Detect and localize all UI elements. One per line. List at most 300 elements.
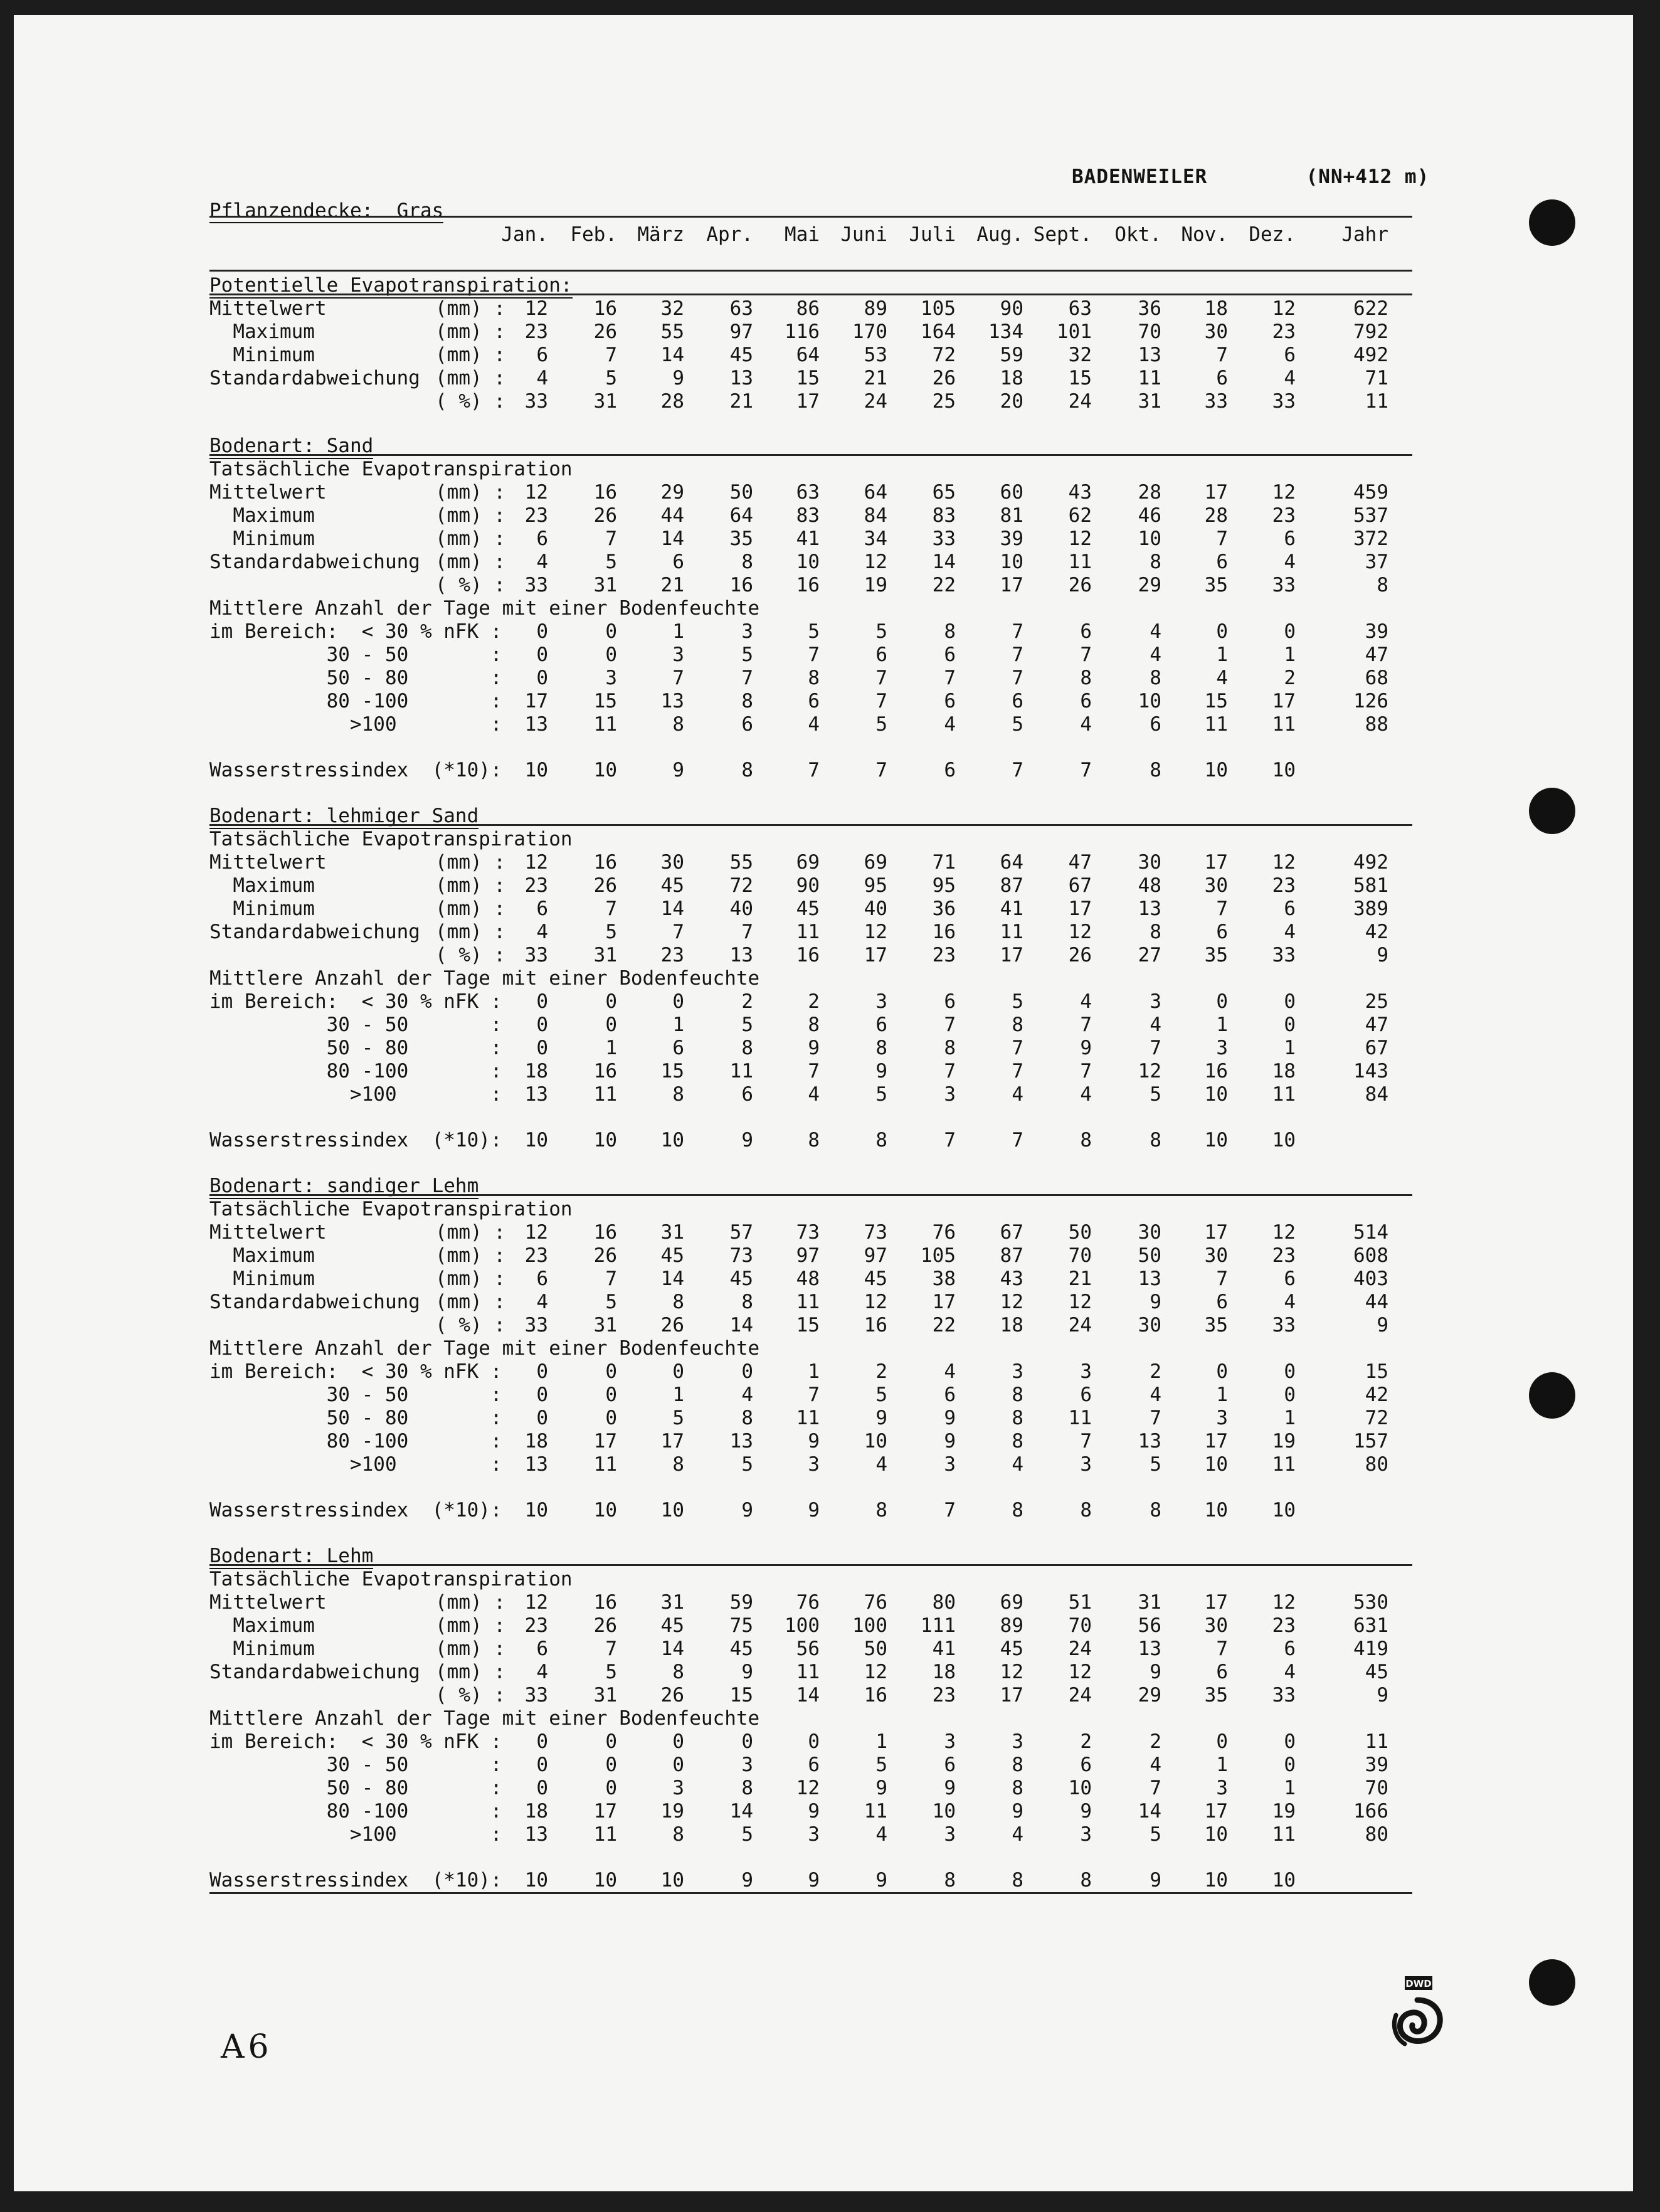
section-title-text: Potentielle Evapotranspiration: [209, 274, 573, 299]
table-cell: 459 [1353, 481, 1388, 504]
table-cell: 17 [660, 1430, 684, 1453]
table-cell: 12 [864, 1291, 887, 1313]
table-cell: 7 [1012, 643, 1023, 666]
row-unit: (mm) : [435, 481, 505, 504]
table-cell: 6 [1284, 1267, 1296, 1290]
table-cell: 9 [944, 1407, 956, 1429]
table-cell: 30 [1138, 851, 1161, 874]
table-cell: 0 [672, 1754, 684, 1776]
table-cell: 12 [1068, 1291, 1092, 1313]
table-cell: 14 [932, 551, 956, 573]
table-cell: 30 [1204, 320, 1228, 343]
table-cell: 2 [1150, 1360, 1161, 1383]
table-cell: 75 [729, 1614, 753, 1637]
table-cell: 7 [1080, 643, 1092, 666]
table-cell: 1 [672, 1384, 684, 1406]
table-cell: 2 [741, 990, 753, 1013]
dwd-logo-text: DWD [1405, 1978, 1432, 1989]
table-cell: 0 [536, 1360, 548, 1383]
table-cell: 7 [1150, 1037, 1161, 1059]
table-cell: 33 [524, 574, 548, 596]
table-cell: 7 [605, 527, 617, 550]
table-cell: 11 [796, 1407, 820, 1429]
table-cell: 8 [741, 1777, 753, 1799]
table-cell: 44 [660, 504, 684, 527]
table-cell: 23 [524, 1244, 548, 1267]
table-cell: 17 [864, 944, 887, 966]
table-cell: 5 [875, 1384, 887, 1406]
table-cell: 5 [741, 643, 753, 666]
table-cell: 30 [1138, 1221, 1161, 1244]
table-cell: 16 [932, 921, 956, 943]
table-cell: 3 [1216, 1777, 1228, 1799]
table-cell: 15 [660, 1060, 684, 1082]
table-cell: 16 [593, 1591, 617, 1614]
table-cell: 164 [921, 320, 956, 343]
table-cell: 31 [593, 1314, 617, 1336]
table-row [209, 390, 1414, 413]
table-cell: 72 [729, 874, 753, 897]
document-page [14, 15, 1633, 2191]
row-label: Maximum [209, 320, 315, 343]
table-cell: 7 [605, 897, 617, 920]
table-cell: 55 [660, 320, 684, 343]
table-cell: 41 [932, 1638, 956, 1660]
table-cell: 33 [524, 1314, 548, 1336]
table-cell: 31 [593, 574, 617, 596]
table-cell: 18 [1272, 1060, 1296, 1082]
table-cell: 1 [1284, 643, 1296, 666]
table-cell: 7 [808, 1384, 820, 1406]
table-cell: 8 [1012, 1869, 1023, 1892]
table-cell: 9 [1377, 944, 1388, 966]
table-cell: 17 [1204, 1591, 1228, 1614]
table-cell: 6 [1216, 1291, 1228, 1313]
row-label: Mittelwert [209, 851, 327, 874]
row-unit: (mm) : [435, 1267, 505, 1290]
moisture-range-label: 30 - 50 : [209, 1013, 502, 1036]
table-cell: 9 [808, 1037, 820, 1059]
table-cell: 10 [1272, 1129, 1296, 1151]
table-cell: 80 [932, 1591, 956, 1614]
table-cell: 3 [808, 1823, 820, 1846]
table-cell: 8 [1012, 1430, 1023, 1453]
table-cell: 7 [1012, 1129, 1023, 1151]
row-unit: (mm) : [435, 320, 505, 343]
table-cell: 13 [524, 713, 548, 736]
table-cell: 11 [1272, 713, 1296, 736]
table-cell: 5 [875, 713, 887, 736]
table-cell: 8 [672, 713, 684, 736]
table-cell: 6 [1080, 620, 1092, 643]
moisture-range-label: 50 - 80 : [209, 1777, 502, 1799]
table-cell: 12 [796, 1777, 820, 1799]
table-cell: 4 [808, 1083, 820, 1106]
table-cell: 41 [796, 527, 820, 550]
table-cell: 4 [808, 713, 820, 736]
table-cell: 34 [864, 527, 887, 550]
table-cell: 14 [796, 1684, 820, 1707]
table-cell: 42 [1365, 921, 1388, 943]
table-cell: 23 [1272, 320, 1296, 343]
table-cell: 3 [875, 990, 887, 1013]
table-cell: 10 [660, 1129, 684, 1151]
table-cell: 30 [1138, 1314, 1161, 1336]
table-cell: 8 [944, 1037, 956, 1059]
table-cell: 0 [741, 1360, 753, 1383]
table-cell: 0 [672, 1360, 684, 1383]
table-cell: 631 [1353, 1614, 1388, 1637]
table-cell: 1 [1216, 1754, 1228, 1776]
table-cell: 10 [1204, 1083, 1228, 1106]
table-cell: 403 [1353, 1267, 1388, 1290]
table-cell: 100 [785, 1614, 820, 1637]
punch-hole [1529, 199, 1575, 246]
table-cell: 71 [932, 851, 956, 874]
horizontal-rule [209, 454, 1412, 456]
table-cell: 7 [1012, 620, 1023, 643]
table-cell: 608 [1353, 1244, 1388, 1267]
table-cell: 10 [593, 759, 617, 781]
table-cell: 3 [944, 1453, 956, 1476]
table-cell: 9 [875, 1060, 887, 1082]
table-cell: 12 [1000, 1291, 1023, 1313]
table-cell: 60 [1000, 481, 1023, 504]
table-cell: 12 [864, 921, 887, 943]
table-cell: 12 [1068, 921, 1092, 943]
table-cell: 2 [1284, 667, 1296, 689]
table-cell: 6 [1216, 551, 1228, 573]
moisture-row [209, 620, 1414, 643]
horizontal-rule [209, 1892, 1412, 1894]
stress-index-label: Wasserstressindex (*10): [209, 759, 502, 781]
stress-index-row [209, 1869, 1414, 1892]
table-cell: 4 [741, 1384, 753, 1406]
table-cell: 26 [593, 874, 617, 897]
table-cell: 19 [1272, 1430, 1296, 1453]
table-cell: 0 [605, 1407, 617, 1429]
table-cell: 5 [605, 367, 617, 389]
table-cell: 7 [1080, 1430, 1092, 1453]
table-cell: 0 [1216, 1360, 1228, 1383]
table-cell: 26 [593, 320, 617, 343]
table-cell: 10 [1272, 1869, 1296, 1892]
days-title: Mittlere Anzahl der Tage mit einer Bodenfeuchte [209, 1337, 760, 1360]
table-cell: 30 [1204, 874, 1228, 897]
table-cell: 11 [729, 1060, 753, 1082]
moisture-range-label: im Bereich: < 30 % nFK : [209, 620, 502, 643]
table-cell: 101 [1057, 320, 1092, 343]
table-cell: 72 [1365, 1407, 1388, 1429]
table-cell: 28 [1204, 504, 1228, 527]
table-row [209, 504, 1414, 527]
table-cell: 8 [1150, 667, 1161, 689]
table-cell: 32 [660, 297, 684, 320]
table-cell: 10 [1204, 1453, 1228, 1476]
column-header: Jahr [1341, 223, 1388, 246]
stress-index-label: Wasserstressindex (*10): [209, 1129, 502, 1151]
table-cell: 0 [605, 1360, 617, 1383]
table-cell: 26 [932, 367, 956, 389]
table-row [209, 851, 1414, 874]
cover-line [209, 199, 443, 223]
table-cell: 56 [1138, 1614, 1161, 1637]
table-cell: 23 [1272, 874, 1296, 897]
table-cell: 5 [605, 1291, 617, 1313]
table-cell: 25 [932, 390, 956, 413]
table-cell: 59 [729, 1591, 753, 1614]
table-cell: 13 [524, 1823, 548, 1846]
row-unit: ( %) : [435, 944, 505, 966]
table-cell: 33 [524, 1684, 548, 1707]
table-cell: 23 [524, 320, 548, 343]
table-cell: 0 [536, 1777, 548, 1799]
table-cell: 16 [796, 574, 820, 596]
table-cell: 4 [1150, 1384, 1161, 1406]
table-cell: 7 [1080, 759, 1092, 781]
table-cell: 9 [1150, 1291, 1161, 1313]
table-row [209, 1244, 1414, 1267]
table-cell: 134 [988, 320, 1023, 343]
table-cell: 7 [875, 759, 887, 781]
table-cell: 29 [660, 481, 684, 504]
table-cell: 4 [1150, 620, 1161, 643]
table-cell: 16 [729, 574, 753, 596]
moisture-row [209, 1730, 1414, 1754]
table-cell: 5 [1150, 1453, 1161, 1476]
table-cell: 11 [1272, 1083, 1296, 1106]
table-cell: 45 [729, 1638, 753, 1660]
column-header: Dez. [1249, 223, 1296, 246]
table-cell: 17 [1204, 1430, 1228, 1453]
table-cell: 31 [660, 1221, 684, 1244]
table-cell: 3 [672, 1777, 684, 1799]
soil-title-text: Bodenart: sandiger Lehm [209, 1175, 478, 1199]
column-header: Jan. [501, 223, 548, 246]
table-cell: 32 [1068, 344, 1092, 366]
days-title: Mittlere Anzahl der Tage mit einer Bodenfeuchte [209, 597, 760, 620]
table-cell: 8 [741, 690, 753, 712]
row-unit: (mm) : [435, 367, 505, 389]
table-cell: 50 [1068, 1221, 1092, 1244]
table-cell: 4 [1216, 667, 1228, 689]
table-cell: 10 [524, 1869, 548, 1892]
table-cell: 31 [593, 1684, 617, 1707]
table-cell: 8 [1080, 1129, 1092, 1151]
table-row [209, 367, 1414, 390]
row-unit: (mm) : [435, 1661, 505, 1683]
table-cell: 16 [864, 1684, 887, 1707]
column-header: Aug. [976, 223, 1023, 246]
table-cell: 10 [1204, 1823, 1228, 1846]
horizontal-rule [209, 294, 1412, 295]
table-cell: 39 [1365, 1754, 1388, 1776]
table-cell: 73 [864, 1221, 887, 1244]
table-cell: 57 [729, 1221, 753, 1244]
table-cell: 68 [1365, 667, 1388, 689]
table-cell: 39 [1000, 527, 1023, 550]
table-cell: 10 [593, 1129, 617, 1151]
table-cell: 11 [1204, 713, 1228, 736]
table-cell: 7 [672, 921, 684, 943]
table-cell: 1 [875, 1730, 887, 1753]
table-cell: 31 [1138, 390, 1161, 413]
table-cell: 105 [921, 297, 956, 320]
horizontal-rule [209, 824, 1412, 826]
table-cell: 143 [1353, 1060, 1388, 1082]
table-cell: 45 [729, 1267, 753, 1290]
table-cell: 6 [536, 527, 548, 550]
table-cell: 10 [1204, 1499, 1228, 1521]
moisture-row [209, 1360, 1414, 1384]
table-cell: 31 [593, 944, 617, 966]
table-cell: 8 [944, 620, 956, 643]
table-cell: 0 [536, 1407, 548, 1429]
table-cell: 14 [660, 897, 684, 920]
table-cell: 25 [1365, 990, 1388, 1013]
table-cell: 46 [1138, 504, 1161, 527]
table-cell: 10 [593, 1869, 617, 1892]
table-cell: 0 [1216, 990, 1228, 1013]
table-cell: 6 [1080, 690, 1092, 712]
table-cell: 36 [932, 897, 956, 920]
table-cell: 26 [593, 1614, 617, 1637]
table-cell: 30 [1204, 1614, 1228, 1637]
table-cell: 26 [660, 1314, 684, 1336]
table-cell: 3 [944, 1730, 956, 1753]
table-cell: 38 [932, 1267, 956, 1290]
table-cell: 7 [808, 759, 820, 781]
table-cell: 0 [808, 1730, 820, 1753]
table-cell: 7 [1012, 667, 1023, 689]
table-cell: 170 [852, 320, 887, 343]
table-cell: 23 [524, 874, 548, 897]
table-cell: 89 [864, 297, 887, 320]
table-cell: 81 [1000, 504, 1023, 527]
row-unit: (mm) : [435, 1221, 505, 1244]
table-cell: 9 [808, 1800, 820, 1823]
table-cell: 9 [672, 367, 684, 389]
table-cell: 0 [605, 990, 617, 1013]
table-cell: 166 [1353, 1800, 1388, 1823]
table-cell: 1 [672, 620, 684, 643]
table-cell: 50 [729, 481, 753, 504]
row-unit: (mm) : [435, 897, 505, 920]
table-cell: 90 [1000, 297, 1023, 320]
table-cell: 11 [593, 1083, 617, 1106]
table-cell: 12 [1000, 1661, 1023, 1683]
table-cell: 6 [1284, 1638, 1296, 1660]
table-cell: 7 [1012, 759, 1023, 781]
row-label: Minimum [209, 1638, 315, 1660]
table-cell: 48 [796, 1267, 820, 1290]
table-cell: 39 [1365, 620, 1388, 643]
table-cell: 0 [672, 990, 684, 1013]
table-cell: 4 [1284, 367, 1296, 389]
table-cell: 7 [1080, 1060, 1092, 1082]
table-cell: 7 [1080, 1013, 1092, 1036]
table-row [209, 1638, 1414, 1661]
table-cell: 11 [593, 1823, 617, 1846]
table-cell: 20 [1000, 390, 1023, 413]
row-label: Mittelwert [209, 1221, 327, 1244]
table-cell: 30 [660, 851, 684, 874]
table-cell: 12 [1272, 851, 1296, 874]
table-cell: 47 [1365, 1013, 1388, 1036]
table-cell: 1 [672, 1013, 684, 1036]
table-cell: 9 [808, 1499, 820, 1521]
table-cell: 9 [741, 1869, 753, 1892]
moisture-row [209, 1777, 1414, 1800]
moisture-range-label: 30 - 50 : [209, 1384, 502, 1406]
table-cell: 4 [1150, 1754, 1161, 1776]
table-cell: 84 [864, 504, 887, 527]
row-unit: (mm) : [435, 1244, 505, 1267]
table-row [209, 574, 1414, 597]
table-cell: 4 [536, 1291, 548, 1313]
table-row [209, 1661, 1414, 1684]
punch-hole [1529, 1959, 1575, 2006]
table-cell: 13 [1138, 344, 1161, 366]
moisture-row [209, 690, 1414, 713]
table-cell: 40 [864, 897, 887, 920]
table-cell: 45 [1365, 1661, 1388, 1683]
table-cell: 8 [741, 1037, 753, 1059]
row-unit: (mm) : [435, 851, 505, 874]
table-cell: 76 [932, 1221, 956, 1244]
table-cell: 10 [524, 1129, 548, 1151]
soil-title-text: Bodenart: Lehm [209, 1545, 373, 1569]
table-cell: 8 [808, 1013, 820, 1036]
table-cell: 3 [1216, 1407, 1228, 1429]
dwd-logo [1386, 1975, 1449, 2050]
table-cell: 18 [524, 1060, 548, 1082]
table-cell: 13 [524, 1453, 548, 1476]
moisture-range-label: 80 -100 : [209, 690, 502, 712]
table-cell: 492 [1353, 851, 1388, 874]
table-cell: 7 [1012, 1060, 1023, 1082]
table-cell: 19 [1272, 1800, 1296, 1823]
table-cell: 1 [1216, 1384, 1228, 1406]
column-header: Mai [785, 223, 820, 246]
table-cell: 0 [536, 643, 548, 666]
moisture-row [209, 1384, 1414, 1407]
table-cell: 45 [729, 344, 753, 366]
row-label: Standardabweichung [209, 367, 420, 389]
table-cell: 10 [1068, 1777, 1092, 1799]
moisture-range-label: 30 - 50 : [209, 1754, 502, 1776]
table-cell: 9 [1080, 1800, 1092, 1823]
table-cell: 47 [1068, 851, 1092, 874]
table-cell: 1 [1284, 1407, 1296, 1429]
table-cell: 87 [1000, 1244, 1023, 1267]
row-label: Maximum [209, 874, 315, 897]
table-cell: 17 [1204, 1800, 1228, 1823]
moisture-row [209, 1060, 1414, 1083]
table-cell: 13 [524, 1083, 548, 1106]
table-cell: 6 [944, 1384, 956, 1406]
table-cell: 69 [1000, 1591, 1023, 1614]
table-cell: 11 [1068, 1407, 1092, 1429]
table-cell: 8 [1012, 1754, 1023, 1776]
table-cell: 11 [1272, 1453, 1296, 1476]
table-cell: 7 [1150, 1777, 1161, 1799]
table-cell: 8 [1150, 551, 1161, 573]
table-cell: 33 [524, 944, 548, 966]
table-cell: 43 [1000, 1267, 1023, 1290]
table-cell: 16 [593, 297, 617, 320]
table-cell: 6 [1080, 1754, 1092, 1776]
